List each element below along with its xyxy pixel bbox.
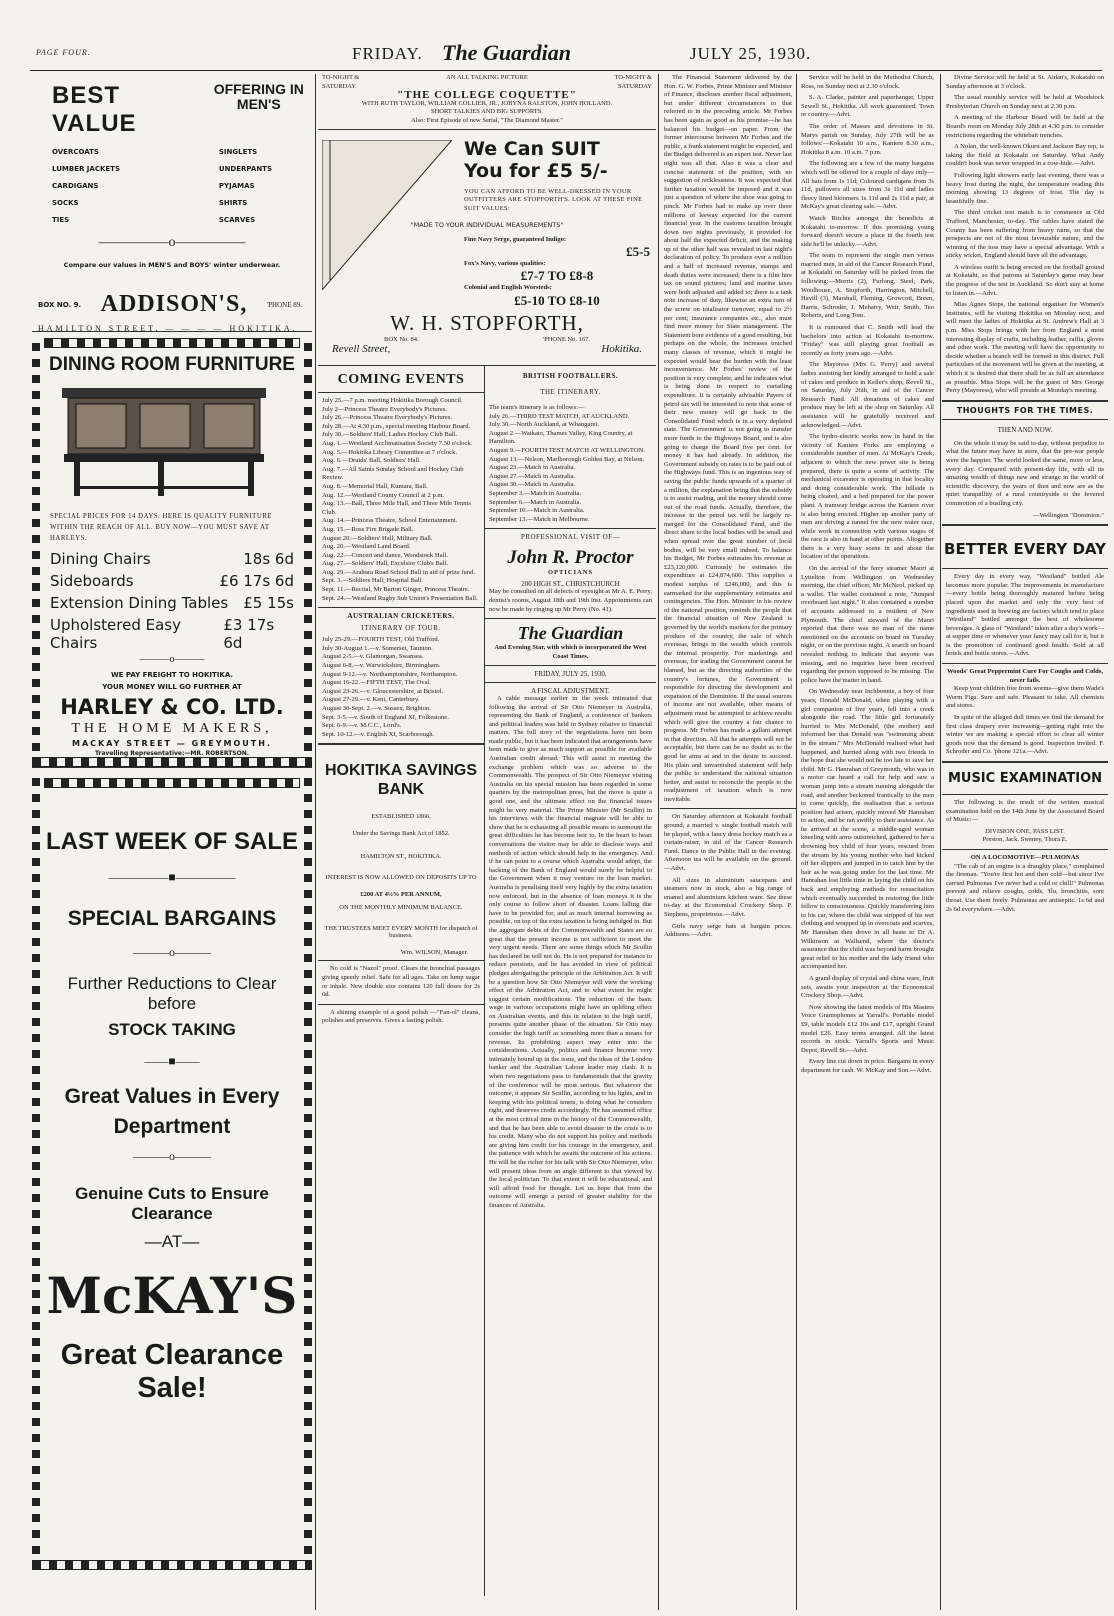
column-rule	[940, 74, 941, 1610]
divider	[318, 607, 484, 608]
genuine-cuts: Genuine Cuts to Ensure Clearance	[75, 1184, 269, 1223]
paragraph: S. A. Clarke, painter and paperhanger, Upper Sewell St., Hokitika. All work guaranteed. Town or country.—Advt.	[801, 94, 934, 119]
item-price: £5 15s	[243, 594, 294, 612]
checker-border	[32, 1560, 312, 1570]
checker-border	[304, 338, 312, 767]
event-item: Aug. 1.—Westland Acclimatisation Society 7.30 o'clock.	[322, 439, 473, 447]
guardian-sub: And Evening Star, with which is incorporated the West Coast Times.	[494, 644, 647, 660]
paragraph: The usual monthly service will be held at Woodstock Presbyterian Church on Sunday next at 2.30 p.m.	[946, 94, 1104, 110]
masthead-rule	[30, 70, 1102, 71]
town: Hokitika.	[601, 342, 642, 355]
proctor-ad	[485, 533, 656, 614]
suit-illustration	[322, 140, 452, 290]
event-item: Aug. 29.—Arahura Road School Ball in aid of prize fund.	[322, 568, 476, 576]
col3-split	[660, 74, 938, 1610]
all-talking: AN ALL TALKING PICTURE	[446, 74, 528, 81]
event-item: Sept. 11.—Recital, Mr Barton Ginger, Princess Theatre.	[322, 586, 470, 594]
event-item: Aug. 5.—Hokitika Library Committee at 7 o'clock.	[322, 448, 458, 456]
coming-events-list	[318, 397, 484, 603]
event-item: July 2—Princess Theatre Everybody's Pictures.	[322, 405, 448, 413]
tour-item: August 16-22.—FIFTH TEST, The Oval.	[322, 679, 431, 687]
masthead	[0, 0, 1114, 72]
further-reductions: Further Reductions to Clear before	[67, 974, 277, 1013]
event-item: Aug. 22.—Concert and dance, Woodstock Hall.	[322, 551, 448, 559]
street-address: HAMILTON STREET, — — — — HOKITIKA.	[38, 324, 298, 333]
bank-trustees: THE TRUSTEES MEET EVERY MONTH for dispatch of business.	[324, 925, 478, 940]
divider	[318, 743, 484, 745]
paragraph: The following are a few of the many bargains which will be offered for a couple of days only—All hats from 1s 11d; Coloured cardigans from 3s 11d, pullovers all sizes from 3s 11d and ladies fleecy lined bloomers 1s 11d and 2s 11d a pair, at McKay's great clearing sale.—Advt.	[801, 160, 934, 211]
itinerary-item: August 2.—Waikato, Thames Valley, King Country, at Hamilton.	[489, 429, 633, 446]
divider	[942, 663, 1108, 664]
mckays-name: McKAY'S	[46, 1266, 298, 1325]
paragraph: Watch Ritchie amongst the benedicts at Kokatahi to-morrow. If this promising young forward doesn't secure a place in the fourth test side he'll be unlucky.—Advt.	[801, 214, 934, 248]
event-item: Sept. 3.—Soldiers Hall, Hospital Ball.	[322, 577, 424, 585]
fanol-text: A shining example of a good polish —"Fan-ol" cleans, polishes and preserves. Gives a lasting polish.	[322, 1008, 480, 1025]
item-name: Upholstered Easy Chairs	[50, 616, 181, 652]
harley-ad	[32, 338, 312, 768]
made-to-measure: "MADE TO YOUR INDIVIDUAL MEASUREMENTS"	[410, 221, 564, 230]
event-item: Aug. 8.—Memorial Hall, Kumara, Ball.	[322, 482, 428, 490]
paragraph: A grand display of crystal and china ware, fruit sets, awaits your inspection at the Economical Crockery Shop.—Advt.	[801, 974, 934, 1000]
cricketers-sub: ITINERARY OF TOUR.	[361, 624, 441, 633]
checker-border	[44, 778, 300, 788]
column-rule	[315, 74, 316, 1610]
itinerary-item: September 13.—Match in Melbourne.	[489, 515, 590, 523]
attribution: —Wellington "Dominion."	[1032, 511, 1104, 519]
savings-bank-ad	[318, 761, 484, 956]
divider	[942, 419, 1108, 420]
divider-ornament: ———o———	[133, 1149, 211, 1163]
bank-act: Under the Savings Bank Act of 1852.	[352, 830, 450, 838]
divider	[485, 528, 656, 529]
tour-item: Sept. 10-12.—v. English XI, Scarborough.	[322, 730, 435, 738]
thoughts-sub: THEN AND NOW.	[997, 425, 1053, 434]
division-heading: DIVISION ONE, PASS LIST.	[985, 827, 1065, 835]
paragraph: A wireless outfit is being erected on the football ground at Kokatahi, so that patrons at Saturday's game may hear the progress of the test in Auckland. So don't stay at home to listen in.—Advt.	[946, 263, 1104, 297]
financial-text: The Financial Statement delivered by the Hon. G. W. Forbes, Prime Minister and Minister of Finance, discloses another fiscal adjustment, but under different circumstances to that referred to in the preceding article. Mr Forbes has been again as good as his promise—he has balanced his budget—on paper. From the former intercourse between Mr Forbes and the public, a frank statement might be expected, and the Budget delivered is an expert test. Never last night was all that. Also it was a clear and concise statement of the position, with no suggestion of recklessness. It was expected that further taxation would be imposed and it was just a question of where the shoe was going to pinch. Mr Forbes had to make up over three millions of leeway expected for the current financial year. In the customs taxation brought down two nights previously, it provided for about half the expected deficit, and the making up of the other half was revealed in last night's declaration of policy. To produce over a million and a half of increased revenue, stamps and death duties were increased; there is a film hire tax on sound pictures; land and marine taxes were both adjusted and added to; there is a tank note increase of duty, likewise an extra turn of the screw on totalisator turnover, equal to 2½ per cent; insurance companies etc., also must find more money for State management. The Statement bore evidence of a good resulting, but perhaps on the whole, the increases touched many classes of revenue, which it might be expected would bear the burden with the least inconvenience. Mr Forbes' review of the position is very complete, and he indicates what is being done in respect to curtailing expenditure. It is certainly advisable Payers of petrol tax will be interested to note that some of their new money will go back to the Consolidated Fund which is in a very depleted state. The Government is not going to transfer more funds to the Highways Board, and is also going to charge the Board five per cent. for money it has had already. In addition, the Government subsidy on rates is to be paid out of the Highways fund. This is an ingenious way of saving the public funds upwards of a quarter of a million, the explanation being that the subsidy is to assist roading, and the money should come out of the road funds. Actually, therefore, the increase in the petrol tax will be largely re-merged for the Consolidated Fund, and the direct share to the local bodies will be small and when spread over the great number of local bodies, will be very small indeed. To balance his Budget, Mr Forbes estimates his revenue at £23,120,000. Curiously he estimates the expenditure at £24,874,600. This supplies a modest surplus of £246,000, and this is earmarked for the supplementary estimates and contingencies. The Hon. Minister in his review of the national position, reminds the people that the financial situation of New Zealand is governed by the world's markets for the primary produce of the country, the sale of which overseas, brings in the wealth which controls the internal prosperity. For marketings and overseas, for trading the Government cannot be blamed, but as the directing authorities of the country's fortunes, the Government is responsible for directing the development and expansion of the Dominion. If the usual sources of income are not available, other means of adjustment must be attempted to achieve results which will give the country a fair chance to progress. Mr Forbes has made a gallant attempt in that direction. All that he attempts will not be acceptable, but there can be no doubt as to the good he aims at and to the desire to succeed. His plain and unvarnished statement will help the public to understand the national situation better, and assist to reconcile the people to the readjustment of taxation which is now inevitable.	[664, 74, 793, 803]
box-number: BOX No. 84.	[384, 335, 419, 343]
item-name: Dining Chairs	[50, 550, 151, 568]
event-item: July 28.—At 4.30 p.m., special meeting Harbour Board.	[322, 422, 471, 430]
tonight-right: TO-NIGHT & SATURDAY	[614, 74, 652, 90]
nazol-text: No cold is "Nazol" proof. Clears the bronchial passages giving speedy relief. Safe for all ages. Take on lump sugar or inhale. New double size contains 120 full doses for 2s 6d.	[322, 965, 480, 999]
paragraph: The Mayoress (Mrs G. Perry) and several ladies assisting her kindly arranged to hold a sale of cakes and produce in Keller's shop, Revell St., on Saturday, July 26th, in aid of the Cancer Research Fund. All donations of cakes and produce may be left at the shop on Saturday. All assistance will be gratefully received and acknowledged.—Advt.	[801, 361, 934, 429]
footballers-sub: THE ITINERARY.	[540, 388, 601, 396]
paragraph: On Wednesday near Inchbonnie, a boy of four years, Donald McDonald, when playing with a girl companion of five years, fell into a creek alongside the road. The little girl fortunately hurried to Mrs McDonald, (the mother) and informed her that Donald was "swimming about in the stream." Mrs McDonald realised what had happened, and hurried along with two friends in the hope that she would not be too late to save her child. Mr G. Hanrahan of Greymouth, who was in a motor car heard a call for help and saw a woman jump into a stream running alongside the road, and another beckoned frantically to the men to come quickly, the realisation that a serious position had arisen, quickly moved Mr Hanrahan to action, and he ran swiftly to their assistance. As he arrived at the scene, a middle-aged woman kneeling with arms outstretched, gathered to her a drowning boy child of four years, rescued from the stream by his young mother who had kicked off her slippers and jumped in to catch him by the hair as he was going under for the last time. Mr Hanrahan lost little time in laying the child on his back and employing methods for resuscitation which eventually succeeded in restoring the little fellow to consciousness. Quickly transferring him to his car, where the child was stripped of his wet clothing and wrapped up in overcoats and scarves, Mr Hanrahan then drove in all haste to Dr A. Wilkinson at Wallsend, where the doctor's assurance that the child was beyond harm brought great relief to his mother and the lady friend who accompanied her.	[801, 688, 934, 971]
itinerary-item: September 6.—Match in Australia.	[489, 498, 582, 506]
guardian-masthead: The Guardian	[517, 623, 624, 644]
divider	[942, 761, 1108, 763]
list-item: CARDIGANS	[52, 182, 99, 190]
nazol-ad	[318, 965, 484, 999]
column-3	[660, 74, 938, 1610]
divider	[485, 618, 656, 619]
paragraph: A meeting of the Harbour Board will be held at the Board's room on Monday July 28th at 4.30 p.m. to consider restrictions regarding the whitebait trenches.	[946, 114, 1104, 139]
addison-left-list	[52, 144, 120, 229]
paragraph: Divine Service will be held at St. Aidan's, Kokatahi on Sunday afternoon at 3 o'clock.	[946, 74, 1104, 90]
event-item: Aug. 15.—Ross Fire Brigade Ball.	[322, 525, 414, 533]
fine-navy-price: £5-5	[626, 244, 650, 260]
bank-monthly: ON THE MONTHLY MINIMUM BALANCE.	[339, 904, 463, 912]
list-item: TIES	[52, 216, 70, 224]
event-item: Aug. 27.—Soldiers' Hall, Excelsior Club's Ball.	[322, 560, 448, 568]
column-2	[318, 74, 656, 1610]
clearance-sale: Great Clearance Sale!	[60, 1339, 284, 1404]
masthead-title: The Guardian	[442, 40, 571, 65]
woods-heading: Woods' Great Peppermint Cure For Coughs and Colds, never fails.	[946, 668, 1104, 684]
tour-item: Sept. 6-9.—v. M.C.C., Lord's.	[322, 722, 402, 730]
pulmonas-heading: ON A LOCOMOTIVE—PULMONAS	[970, 853, 1080, 861]
list-item: OVERCOATS	[52, 148, 99, 156]
pass-names: Preston, Jack. Sweney, Thora E.	[982, 836, 1068, 844]
addisons-ad	[32, 74, 312, 332]
divider	[942, 524, 1108, 526]
paragraph: On the whole it may be said to-day, without prejudice to what the future may have in store, that the pre-war people were the happier. The world looked the same, more or less, every day. Compared with present-day life, with all its amazing wealth of things new and strange in the world of scientific discovery, the years of then and now are as the quiet tranquillity of a rural countryside to the fevered commotion of a bustling city.	[946, 439, 1104, 507]
divider	[485, 665, 656, 666]
itinerary-item: August 27.—Match in Australia.	[489, 472, 576, 480]
proctor-address: 200 HIGH ST., CHRISTCHURCH	[521, 580, 620, 589]
editorial-date: FRIDAY, JULY 25, 1930.	[534, 669, 607, 678]
better-every-day-heading: BETTER EVERY DAY	[944, 540, 1106, 559]
street: Revell Street,	[332, 342, 391, 355]
itinerary-item: August 13.—Nelson, Marlborough Golden Bay, at Nelson.	[489, 455, 645, 463]
tour-item: August 30-Sept. 2.—v. Sussex, Brighton.	[322, 705, 431, 712]
you-for: You for £5 5/-	[464, 160, 608, 182]
item-name: Extension Dining Tables	[50, 594, 229, 612]
stopforth-ad	[318, 130, 656, 366]
colonial-worsteds: Colonial and English Worsteds:	[464, 284, 552, 292]
divider	[942, 794, 1108, 795]
event-item: Aug. 20.—Westland Land Board.	[322, 543, 411, 551]
cricketers-heading: AUSTRALIAN CRICKETERS.	[347, 612, 455, 621]
cricket-tour-list	[318, 636, 484, 739]
further-text: YOUR MONEY WILL GO FURTHER AT	[102, 683, 242, 691]
tour-item: August 6-8.—v. Warwickshire, Birmingham.	[322, 662, 441, 670]
divider	[942, 568, 1108, 569]
stopforth-contact	[324, 336, 650, 343]
list-item: PYJAMAS	[218, 182, 255, 190]
paragraph: A Nolan, the well-known Okuru and Jackson Bay rep, is taking the field at Kokatahi on Saturday. What Andy couldn't book was never wrapped in a cow-hide.—Advt.	[946, 143, 1104, 168]
at-text: —AT—	[144, 1232, 200, 1251]
list-item: SINGLETS	[218, 148, 258, 156]
paragraph: The team to represent the single men versus married men, in aid of the Cancer Research Fund, at Kokatahi on Saturday will be picked from the following:—Morris (2), Furlong, Steel, Park, Woolhouse, A. Stopforth, Harrington, Mitchell, Havill (3), Marshall, Fleming, Growcott, Breen, Harris, Schroder, J. Meharry, Weir, Smith, Teo Roberts, and Long Tom.	[801, 252, 934, 320]
paragraph: On the arrival of the ferry steamer Maori at Lyttelton from Wellington on Wednesday morning, the chief officer, Mr McNeol, picked up a wallet. The wallet contained a note, "Jumped overboard last night." It also contained a number of accounts addressed to a resident of New Plymouth. The chief steward of the Maori reported that there was no man of the name mentioned on the accounts on board on Tuesday night, or on the previous night. A search on board revealed nothing to indicate that anyone was missing, and no inquiries have been received regarding the person supposed to be missing. The police have the matter in hand.	[801, 565, 934, 684]
divider	[485, 682, 656, 683]
film-shorts: SHORT TALKIES AND BIG SUPPORTS.	[430, 108, 544, 115]
paragraph: Miss Agnes Stops, the national organiser for Women's Institutes, will be visiting Hokitika on Monday next, and will meet the ladies of Hokitika at St. Andrew's Hall at 3 p.m. Miss Stops brings with her from England a most interesting display of crafts, including leather, raffia, gloves and other work. The meeting will have the opportunity to decide whether a branch will be formed in this district. Full particulars of the movement will be given at the meeting, at which it is desired that there shall be as full an attendance as possible. Miss Stops will be the guest of Mrs George Perry (Mayoress), who will preside at Monday's meeting.	[946, 301, 1104, 395]
list-item: SHIRTS	[218, 199, 248, 207]
divider	[318, 960, 484, 961]
harley-street: MACKAY STREET — GREYMOUTH.	[72, 739, 272, 748]
divider-ornament: ——■——	[144, 1054, 200, 1068]
special-prices-text: SPECIAL PRICES FOR 14 DAYS. HERE IS QUALITY FURNITURE WITHIN THE REACH OF ALL. BUY NOW—YOU MUST SAVE AT HARLEYS.	[50, 513, 272, 542]
westland-ale-ad	[942, 573, 1108, 659]
event-item: July 30.—Soldiers' Hall, Ladies Hockey Club Ball.	[322, 431, 458, 439]
item-price: £6 17s 6d	[219, 572, 294, 590]
fiscal-text: A cable message earlier in the week intimated that following the arrival of Sir Otto Niemeyer in Australia, representing the Bank of England, a conference of bankers and political leaders was held in Sydney relative to financial matters. The full story of the negotiations have not been made public, but it has been indicated that arrangements have been made to give as much support as possible for available Australian credit abroad. This will assist in meeting the exchange problem which was so adverse to the Commonwealth. The prospect of Sir Otto Niemeyer visiting Australia on his special mission has been regarded in some quarters by the metropolitan press, but the move is quite a good one, and the ultimate effect on the financial issues might be very material. The Prime Minister (Mr Scullin) in his interviews with the financial magnate will be able to show that he is exhausting all possible means to surmount the great difficulties he has become heir to. In the heart to heart conversations the visitor may be able to disclose ways and methods of action which should help in the emergency. And if he can point to a course which Australia would adopt, the backing of the Bank of England would surely be helpful to the Government when it may venture on the loan market. Australia is penalising itself very highly by the extra taxation now enforced, but in the absence of loan moneys it is the only course to follow short of disaster. Loans falling due have to be provided for, and as much internal borrowing as possible, on top of the extra taxation is being indulged in. But the aggregate debts of the Commonwealth and States are so great that the present income is not sufficient to meet the very urgent needs. There are some things which Mr Scullin has declared he will not do. He is not prepared for instance to reduce pensions, and he has avoided in view of political pledges abrogating the principle of the Arbitration Act. It will be a question how Sir Otto Niemeyer will view the working effect of the Arbitration Act, and to what extent he might suggest certain modifications. The reduction of the basic wage in various occupations might have an uplifting effect on Australian events, and this in relation to the high tariff, presents quite another phase of the situation. Sir Otto may consider the high tariff as something more than a means for revenue. Its prohibiting aspect may enter into the considerations. Actually, politics and finance become very intimately bound up in the issue, and the ideas of the London banker and the Australian Labour leader may clash. It is when two negotiations pass to fundamentals that the gravity of the conference will be most serious. But whatever the outcome, it appears Sir Scullin, according to his lights, and in keeping with his political tenets, is doing what he considers right, and deserves credit accordingly. He has assumed office at the most critical time in the history of the Commonwealth, and that he has been able to avoid disaster in the crisis is to his credit. Many who do not support his policy and methods are giving him credit for his courage in the emergency, and the patience with which he awaits the outcome of his actions. He will be the richer for his talk with Sir Otto Niemeyer, who will present ideas from an angle different to that viewed by the local politician. To that extent it will be educational, and will afford food for thought. Let us hope that from the outcome will emerge a period of greater stability for the finances of Australia.	[489, 694, 652, 1209]
paragraph: On Saturday afternoon at Kokatahi football ground, a married v. single football match will be played, with a fancy dress hockey match as a curtain-raiser, in aid of the Cancer Research Fund. Dance in the Public Hall in the evening. Afternoon tea will be available on the ground.—Advt.	[664, 813, 792, 873]
tour-item: August 9-12.—v. Northamptonshire, Northampton.	[322, 670, 458, 678]
col3-right	[797, 74, 938, 1610]
paragraph: The third cricket test match is to commence at Old Trafford, Manchester, to-day. The cables have stated the County has been suffering from heavy rains, so that the prospects are not of the most favourable nature, and the winning of the toss may have a special advantage. With a sticky wicket, England should have all the advantage.	[946, 209, 1104, 260]
column-4	[942, 74, 1108, 1610]
itinerary-item: September 10.—Match in Australia.	[489, 507, 585, 515]
film-also: Also: First Episode of new Serial, "The Diamond Master."	[411, 116, 563, 124]
price-row	[44, 548, 300, 570]
event-item: Aug. 14.—Princess Theatre, School Entertainment.	[322, 517, 458, 525]
divider-ornament: —————■—————	[108, 870, 236, 884]
paragraph: It is rumoured that C. Smith will lead the bachelors into action at Kokatahi to-morrow. "Friday" was still playing great football as recently as forty years ago.—Advt.	[801, 324, 934, 357]
event-item: Aug. 13.—Ball, Three Mile Hall, and Three Mile Tennis Club.	[322, 500, 471, 516]
itinerary-item: July 26.—THIRD TEST MATCH, AT AUCKLAND.	[489, 412, 630, 420]
compare-text: Compare our values in MEN'S and BOYS' winter underwear.	[63, 261, 281, 269]
item-price: £3 17s 6d	[223, 616, 275, 652]
divider	[318, 1004, 484, 1005]
paragraph: Service will be held in the Methodist Church, Ross, on Sunday next at 2.30 o'clock.	[801, 74, 934, 90]
list-item: SOCKS	[52, 199, 79, 207]
itinerary-item: August 23.—Match in Australia.	[489, 464, 576, 472]
col2-right	[485, 366, 656, 1596]
paragraph: In spite of the alleged dull times we find the demand for first class drapery ever increasing—getting right into the winter we are making a special effort to clear all winter goods now that the demand is good. Inspection invited. F. Schroder and Co. 'phone 121a.—Advt.	[946, 714, 1104, 756]
bank-address: HAMILTON ST., HOKITIKA.	[360, 853, 442, 861]
fiscal-heading: A FISCAL ADJUSTMENT.	[531, 686, 610, 695]
local-paragraphs	[942, 74, 1108, 396]
itinerary-item: August 30.—Match in Australia.	[489, 481, 576, 489]
masthead-date: JULY 25, 1930.	[690, 44, 812, 63]
foxs-price: £7-7 TO £8-8	[520, 268, 594, 284]
price-row	[44, 570, 300, 592]
worm-figs-ad	[942, 685, 1108, 711]
freight-text: WE PAY FREIGHT TO HOKITIKA.	[110, 671, 234, 679]
stock-taking: STOCK TAKING	[108, 1020, 236, 1039]
footballers-list	[485, 404, 656, 524]
event-item: August 20.—Soldiers' Hall, Military Ball.	[322, 534, 433, 542]
proctor-visit: PROFESSIONAL VISIT OF—	[520, 533, 621, 542]
music-exam-heading: MUSIC EXAMINATION	[947, 771, 1103, 786]
divider	[660, 808, 796, 809]
tour-item: August 2-5.—v. Glamorgan, Swansea.	[322, 653, 424, 661]
checker-border	[304, 778, 312, 1570]
dining-room-heading: DINING ROOM FURNITURE	[49, 354, 295, 375]
paragraph: Following light showers early last evening, there was a heavy frost during the night, the temperature reading this morning showing 13 degrees of frost. The day is beautifully fine.	[946, 171, 1104, 205]
itinerary-item: August 9.—FOURTH TEST MATCH AT WELLINGTON.	[489, 446, 645, 454]
we-can-suit: We Can SUIT	[464, 138, 600, 160]
item-price: 18s 6d	[243, 550, 294, 568]
event-item: July 25.—7 p.m. meeting Hokitika Borough Council.	[322, 397, 463, 404]
aluminium-ad	[660, 877, 796, 920]
stopforth-body: YOU CAN AFFORD TO BE WELL-DRESSED IN YOUR OUTFITTERS ARE STOPFORTH'S. LOOK AT THESE FINE SUIT VALUES:	[464, 188, 643, 212]
home-makers: THE HOME MAKERS,	[71, 721, 273, 736]
news-paragraphs	[797, 74, 938, 1076]
intro: The team's itinerary is as follows:—	[489, 404, 585, 411]
last-week-heading: LAST WEEK OF SALE	[46, 828, 298, 855]
divider	[942, 849, 1108, 850]
checker-border	[32, 757, 312, 767]
masthead-day: FRIDAY.	[352, 44, 423, 63]
list-item: LUMBER JACKETS	[52, 165, 120, 173]
col2-split	[318, 366, 656, 1596]
item-name: Sideboards	[50, 572, 134, 590]
tour-item: July 25-29.—FOURTH TEST, Old Trafford.	[322, 636, 440, 644]
phone-number: 'PHONE No. 167.	[542, 335, 590, 343]
price-row	[44, 592, 300, 614]
bank-amount: £200 AT 4½% PER ANNUM,	[360, 891, 442, 899]
paragraph: Keep your children free from worms—give them Wade's Worm Figs. Sure and safe. Pleasant to take. All chemists and stores.	[946, 685, 1104, 710]
checker-border	[32, 338, 40, 767]
event-item: July 26.—Princess Theatre Everybody's Pictures.	[322, 414, 452, 422]
rep-text: Travelling Representative:—MR. ROBERTSON.	[94, 750, 250, 757]
music-results	[942, 799, 1108, 845]
best-value-heading: BEST VALUE	[52, 82, 137, 137]
checker-border	[32, 778, 40, 1570]
proctor-body	[485, 588, 656, 614]
addisons-name: ADDISON'S,	[100, 291, 248, 317]
itinerary-item: September 3.—Match in Australia.	[489, 489, 582, 497]
event-item: Sept. 24.—Westland Rugby Sub Union's Presentation Ball.	[322, 594, 478, 602]
checker-border	[44, 338, 300, 348]
furniture-price-list	[44, 548, 300, 654]
special-bargains: SPECIAL BARGAINS	[67, 907, 277, 930]
paragraph: Now showing the latest models of His Masters Voice Gramophones at Yarrall's. Portable model £9, table models £12 10s and £17, upright Grand model £26. Easy terms arranged. All the latest records in stock. Yarrall's Sports and Music Depot, Revell St.—Advt.	[801, 1003, 934, 1054]
box-number: BOX NO. 9.	[38, 300, 82, 309]
list-item: UNDERPANTS	[218, 165, 272, 173]
col2-left	[318, 366, 485, 1596]
tonight-left: TO-NIGHT & SATURDAY	[322, 74, 360, 90]
thoughts-body	[942, 440, 1108, 520]
paragraph: The order of Masses and devotions in St. Marys parish on Sunday, July 27th will be as follows:—Kokatahi 10 a.m., Kaniere 8.30 a.m., Hokitika 8 a.m. 10 a.m. 7 p.m.	[801, 122, 934, 156]
page-label: PAGE FOUR.	[36, 48, 91, 57]
paragraph: All sizes in aluminium saucepans and steamers now in stock, also a big range of enamel and aluminium kitchen ware. See these to-day at the Economical Crockery Shop. P. Stephens, proprietress.—Advt.	[664, 876, 792, 918]
schroder-ad	[942, 714, 1108, 757]
colonial-price: £5-10 TO £8-10	[514, 292, 600, 308]
picture-ad	[318, 74, 656, 130]
pulmonas-ad	[942, 863, 1108, 915]
tour-item: August 27-29.—v. Kent, Canterbury.	[322, 696, 420, 704]
phone-number: 'PHONE 89.	[266, 300, 302, 309]
divider	[942, 400, 1108, 402]
fine-navy: Fine Navy Serge, guaranteed Indigo:	[464, 235, 567, 243]
event-item: Aug. 12.—Westland County Council at 2 p.m.	[322, 491, 445, 499]
offering-heading: OFFERING IN MEN'S	[213, 81, 304, 112]
paragraph: Girls navy serge hats at bargain prices. Addisons.—Advt.	[664, 922, 792, 939]
department: Department	[113, 1115, 231, 1138]
thoughts-heading: THOUGHTS FOR THE TIMES.	[956, 405, 1094, 415]
list-item: SCARVES	[218, 216, 256, 224]
fanol-ad	[318, 1009, 484, 1026]
column-rule	[658, 74, 659, 1610]
fiscal-article	[485, 695, 656, 1211]
proctor-name: John R. Proctor	[507, 547, 634, 569]
sideboard-illustration	[54, 382, 300, 505]
mckay-ad	[32, 778, 312, 1570]
footballers-heading: BRITISH FOOTBALLERS.	[522, 372, 619, 380]
divider-ornament: ———o———	[133, 945, 211, 959]
proctor-sub: OPTICIANS	[547, 569, 594, 577]
kokatahi-match-ad	[660, 813, 796, 873]
financial-statement	[660, 74, 796, 804]
foxs-navy: Fox's Navy, various qualities:	[464, 260, 546, 268]
film-title: "THE COLLEGE COQUETTE"	[397, 89, 577, 101]
coming-events-heading: COMING EVENTS	[318, 372, 484, 393]
paragraph: The following is the result of the written musical examination held on the 14th June by the Associated Board of Music:—	[946, 799, 1104, 824]
event-item: Aug. 7.—All Saints Sunday School and Hockey Club Review.	[322, 465, 464, 482]
paragraph: Every day in every way, "Westland" bottled Ale becomes more popular. The improvements in manufacture—every bottle being thoroughly matured before being placed upon the market and only the very best of ingredients used in brewing are factors which tend to place "Westland" bottled amongst the best of wholesome beverages. A glass of "Westland" taken after a day's work—at supper time or whenever your fancy may call for it, but it is the promotion of continued good health. Sold at all hotels and bottle stores.—Advt.	[946, 573, 1105, 658]
girls-hats-ad	[660, 923, 796, 940]
stopforth-address	[324, 343, 650, 355]
paragraph: The hydro-electric works now in hand in the vicinity of Kaniere Forks are employing a considerable number of men. At McKay's Creek, adjacent to which the new power site is being prepared, there is quite a scene of activity. The mechanical excavator is operating in that locality and doing considerable work. The hillside is being cleared, and a bed prepared for the power plant. A tramway bridge across the Kaniere river is also being erected. Higher up another party of men are driving a tunnel for the new water race, while work in connection with various stages of the race is also in hand at other points. Altogether there is a very busy scene in and about the location of the operations.	[801, 433, 934, 561]
price-row	[44, 614, 300, 654]
film-cast: WITH RUTH TAYLOR, WILLIAM COLLIER, JR., JOBYNA RALSTON, JOHN HOLLAND.	[361, 99, 613, 107]
tour-item: August 23-26.—v. Gloucestershire, at Bristol.	[322, 687, 444, 695]
stopforth-name: W. H. STOPFORTH,	[390, 310, 584, 335]
bank-manager: Wm. WILSON, Manager.	[400, 949, 468, 957]
bank-title: HOKITIKA SAVINGS BANK	[324, 762, 477, 799]
divider-ornament: —————o—————	[98, 235, 246, 250]
bank-interest: INTEREST IS NOW ALLOWED ON DEPOSITS UP TO	[325, 874, 477, 882]
paragraph: "The cab of an engine is a draughty place," complained the fireman. "You're first hot and then cold—but since I've carried Pulmonas I've never had a cold or chill!" Pulmonas prevent and relieve coughs, colds, 'flu, bronchitis, sore throat. Use them freely. Pulmonas are antiseptic. 1s 6d and 2s 6d everywhere.—Advt.	[946, 862, 1104, 913]
itinerary-item: July 30.—North Auckland, at Whangarei.	[489, 421, 599, 429]
bank-established: ESTABLISHED 1866.	[371, 813, 431, 821]
column-1	[32, 74, 312, 1610]
divider-ornament: ———o———	[139, 654, 205, 665]
col3-left	[660, 74, 797, 1610]
tour-item: July 30-August 1.—v. Somerset, Taunton.	[322, 644, 433, 652]
event-item: Aug. 6.—Druids' Ball, Soldiers' Hall.	[322, 457, 421, 465]
harley-name: HARLEY & CO. LTD.	[60, 695, 284, 719]
tour-item: Sept. 3-5.—v. South of England XI, Folkestone.	[322, 713, 449, 721]
proctor-text: May be consulted on all defects of eyesight at Mr A. E. Perry, dentist's rooms, August 18th and 19th inst. Appointments can now be made by ringing up Mr Perry (No. 41).	[489, 588, 652, 613]
great-values: Great Values in Every	[64, 1085, 280, 1108]
paragraph: Every line cut down in price. Bargains in every department for cash. W. McKay and Son.—Advt.	[801, 1058, 934, 1074]
addison-right-list	[219, 144, 272, 229]
